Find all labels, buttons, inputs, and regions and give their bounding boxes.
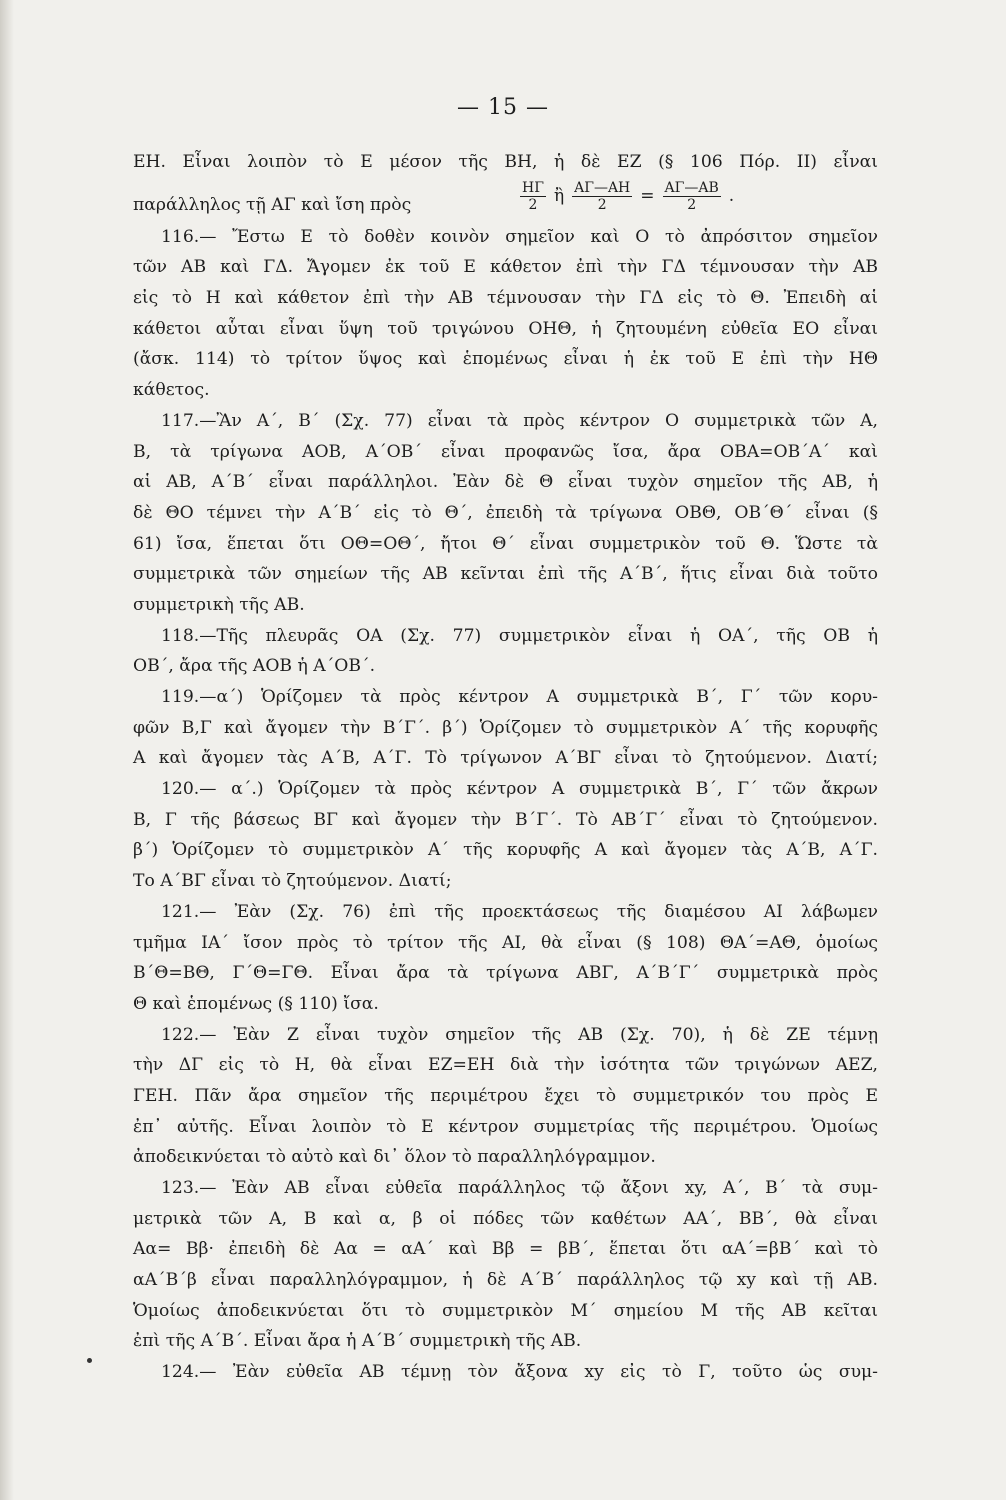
text-line: κάθετοι αὗται εἶναι ὕψη τοῦ τριγώνου ΟΗΘ, ἡ ζητουμένη εὐθεῖα ΕΟ εἶναι (133, 318, 878, 339)
fraction-ag-minus-ab-over-2 (663, 180, 721, 213)
text-line: (ἄσκ. 114) τὸ τρίτον ὕψος καὶ ἑπομένως εἶναι ἡ ἐκ τοῦ Ε ἐπὶ τὴν ΗΘ (133, 349, 878, 370)
formula-equals-sign: = (640, 185, 655, 206)
page-number: — 15 — (457, 95, 549, 120)
formula-line (133, 178, 878, 222)
fraction-denominator: 2 (528, 196, 538, 213)
text-line: ἐπὶ τῆς Α΄Β΄. Εἶναι ἄρα ἡ Α΄Β΄ συμμετρικὴ τῆς ΑΒ. (133, 1331, 582, 1352)
fraction-numerator: ΑΓ—ΑΗ (574, 179, 631, 196)
text-line: ἐπ᾿ αὐτῆς. Εἶναι λοιπὸν τὸ Ε κέντρον συμμετρίας τῆς περιμέτρου. Ὁμοίως (133, 1116, 878, 1137)
formula-expression (516, 180, 738, 213)
text-line: β΄) Ὁρίζομεν τὸ συμμετρικὸν Α΄ τῆς κορυφῆς Α καὶ ἄγομεν τὰς Α΄Β, Α΄Γ. (133, 840, 878, 861)
paragraph-123-start: 123.— Ἐὰν ΑΒ εἶναι εὐθεῖα παράλληλος τῷ ἄξονι xy, Α΄, Β΄ τὰ συμ- (161, 1178, 878, 1198)
paragraph-116-start: 116.— Ἔστω Ε τὸ δοθὲν κοινὸν σημεῖον καὶ Ο τὸ ἀπρόσιτον σημεῖον (161, 226, 878, 247)
text-line: αἱ ΑΒ, Α΄Β΄ εἶναι παράλληλοι. Ἐὰν δὲ Θ εἶναι τυχὸν σημεῖον τῆς ΑΒ, ἡ (133, 472, 878, 493)
text-line: Β, τὰ τρίγωνα ΑΟΒ, Α΄ΟΒ΄ εἶναι προφανῶς ἴσα, ἄρα ΟΒΑ=ΟΒ΄Α΄ καὶ (133, 441, 878, 462)
paragraph-121-start: 121.— Ἐὰν (Σχ. 76) ἐπὶ τῆς προεκτάσεως τῆς διαμέσου ΑΙ λάβωμεν (161, 901, 878, 922)
ink-speck (87, 1358, 92, 1363)
text-line: μετρικὰ τῶν Α, Β καὶ α, β οἱ πόδες τῶν καθέτων ΑΑ΄, ΒΒ΄, θὰ εἶναι (133, 1208, 878, 1229)
formula-period: . (728, 185, 735, 206)
text-line: Β΄Θ=ΒΘ, Γ΄Θ=ΓΘ. Εἶναι ἄρα τὰ τρίγωνα ΑΒΓ, Α΄Β΄Γ΄ συμμετρικὰ πρὸς (133, 963, 878, 984)
text-line: συμμετρικὴ τῆς ΑΒ. (133, 594, 305, 615)
paragraph-118-start: 118.—Τῆς πλευρᾶς ΟΑ (Σχ. 77) συμμετρικὸν εἶναι ἡ ΟΑ΄, τῆς ΟΒ ἡ (161, 625, 878, 646)
text-line: Α καὶ ἄγομεν τὰς Α΄Β, Α΄Γ. Τὸ τρίγωνον Α΄ΒΓ εἶναι τὸ ζητούμενον. Διατί; (133, 748, 878, 769)
text-line: Το Α΄ΒΓ εἶναι τὸ ζητούμενον. Διατί; (133, 871, 452, 892)
text-line: δὲ ΘΟ τέμνει τὴν Α΄Β΄ εἰς τὸ Θ΄, ἐπειδὴ τὰ τρίγωνα ΟΒΘ, ΟΒ΄Θ΄ εἶναι (§ (133, 502, 878, 523)
text-line: φῶν Β,Γ καὶ ἄγομεν τὴν Β΄Γ΄. β΄) Ὁρίζομεν τὸ συμμετρικὸν Α΄ τῆς κορυφῆς (133, 717, 878, 738)
fraction-ag-minus-ah-over-2 (572, 180, 632, 213)
text-line: ἀποδεικνύεται τὸ αὐτὸ καὶ δι᾿ ὅλον τὸ παραλληλόγραμμον. (133, 1147, 656, 1168)
text-line: Β, Γ τῆς βάσεως ΒΓ καὶ ἄγομεν τὴν Β΄Γ΄. Τὸ ΑΒ΄Γ΄ εἶναι τὸ ζητούμενον. (133, 809, 878, 830)
formula-lead-text: παράλληλος τῇ ΑΓ καὶ ἴση πρὸς (133, 194, 412, 215)
text-line: Αα= Ββ· ἐπειδὴ δὲ Αα = αΑ΄ καὶ Ββ = βΒ΄, ἕπεται ὅτι αΑ΄=βΒ΄ καὶ τὸ (133, 1239, 878, 1260)
text-line: ΓΕΗ. Πᾶν ἄρα σημεῖον τῆς περιμέτρου ἔχει τὸ συμμετρικόν του πρὸς Ε (133, 1085, 878, 1106)
text-line: Ὁμοίως ἀποδεικνύεται ὅτι τὸ συμμετρικὸν Μ΄ σημείου Μ τῆς ΑΒ κεῖται (133, 1300, 878, 1321)
paragraph-119-start: 119.—α΄) Ὁρίζομεν τὰ πρὸς κέντρον Α συμμετρικὰ Β΄, Γ΄ τῶν κορυ- (161, 687, 878, 707)
page-edge-shadow (0, 0, 14, 1500)
text-line: τὴν ΔΓ εἰς τὸ Η, θὰ εἶναι ΕΖ=ΕΗ διὰ τὴν ἰσότητα τῶν τριγώνων ΑΕΖ, (133, 1055, 878, 1076)
text-line: ΕΗ. Εἶναι λοιπὸν τὸ Ε μέσον τῆς ΒΗ, ἡ δὲ ΕΖ (§ 106 Πόρ. ΙΙ) εἶναι (133, 152, 878, 172)
paragraph-120-start: 120.— α΄.) Ὁρίζομεν τὰ πρὸς κέντρον Α συμμετρικὰ Β΄, Γ΄ τῶν ἄκρων (161, 779, 878, 800)
fraction-denominator: 2 (687, 196, 697, 213)
text-line: συμμετρικὰ τῶν σημείων τῆς ΑΒ κεῖνται ἐπὶ τῆς Α΄Β΄, ἥτις εἶναι διὰ τοῦτο (133, 564, 878, 585)
text-line: αΑ΄Β΄β εἶναι παραλληλόγραμμον, ἡ δὲ Α΄Β΄ παράλληλος τῷ xy καὶ τῇ ΑΒ. (133, 1270, 878, 1291)
text-line: Θ καὶ ἑπομένως (§ 110) ἴσα. (133, 993, 379, 1014)
text-line: 61) ἴσα, ἕπεται ὅτι ΟΘ=ΟΘ΄, ἤτοι Θ΄ εἶναι συμμετρικὸν τοῦ Θ. Ὥστε τὰ (133, 533, 878, 554)
paragraph-117-start: 117.—Ἂν Α΄, Β΄ (Σχ. 77) εἶναι τὰ πρὸς κέντρον Ο συμμετρικὰ τῶν Α, (161, 410, 878, 431)
text-line: ΟΒ΄, ἄρα τῆς ΑΟΒ ἡ Α΄ΟΒ΄. (133, 656, 376, 677)
text-line: τμῆμα ΙΑ΄ ἴσον πρὸς τὸ τρίτον τῆς ΑΙ, θὰ εἶναι (§ 108) ΘΑ΄=ΑΘ, ὁμοίως (133, 932, 878, 953)
fraction-numerator: ΗΓ (522, 179, 544, 196)
fraction-denominator: 2 (597, 196, 607, 213)
text-line: κάθετος. (133, 380, 210, 401)
formula-or-word: ἢ (553, 185, 565, 206)
text-line: τῶν ΑΒ καὶ ΓΔ. Ἄγομεν ἐκ τοῦ Ε κάθετον ἐπὶ τὴν ΓΔ τέμνουσαν τὴν ΑΒ (133, 257, 878, 278)
paragraph-122-start: 122.— Ἐὰν Ζ εἶναι τυχὸν σημεῖον τῆς ΑΒ (Σχ. 70), ἡ δὲ ΖΕ τέμνῃ (161, 1024, 878, 1045)
text-line: εἰς τὸ Η καὶ κάθετον ἐπὶ τὴν ΑΒ τέμνουσαν τὴν ΓΔ εἰς τὸ Θ. Ἐπειδὴ αἱ (133, 288, 878, 309)
fraction-numerator: ΑΓ—ΑΒ (664, 179, 719, 196)
paragraph-124-start: 124.— Ἐὰν εὐθεῖα ΑΒ τέμνῃ τὸν ἄξονα xy εἰς τὸ Γ, τοῦτο ὡς συμ- (161, 1362, 878, 1383)
body-text (133, 147, 878, 1388)
fraction-hg-over-2 (520, 180, 546, 213)
